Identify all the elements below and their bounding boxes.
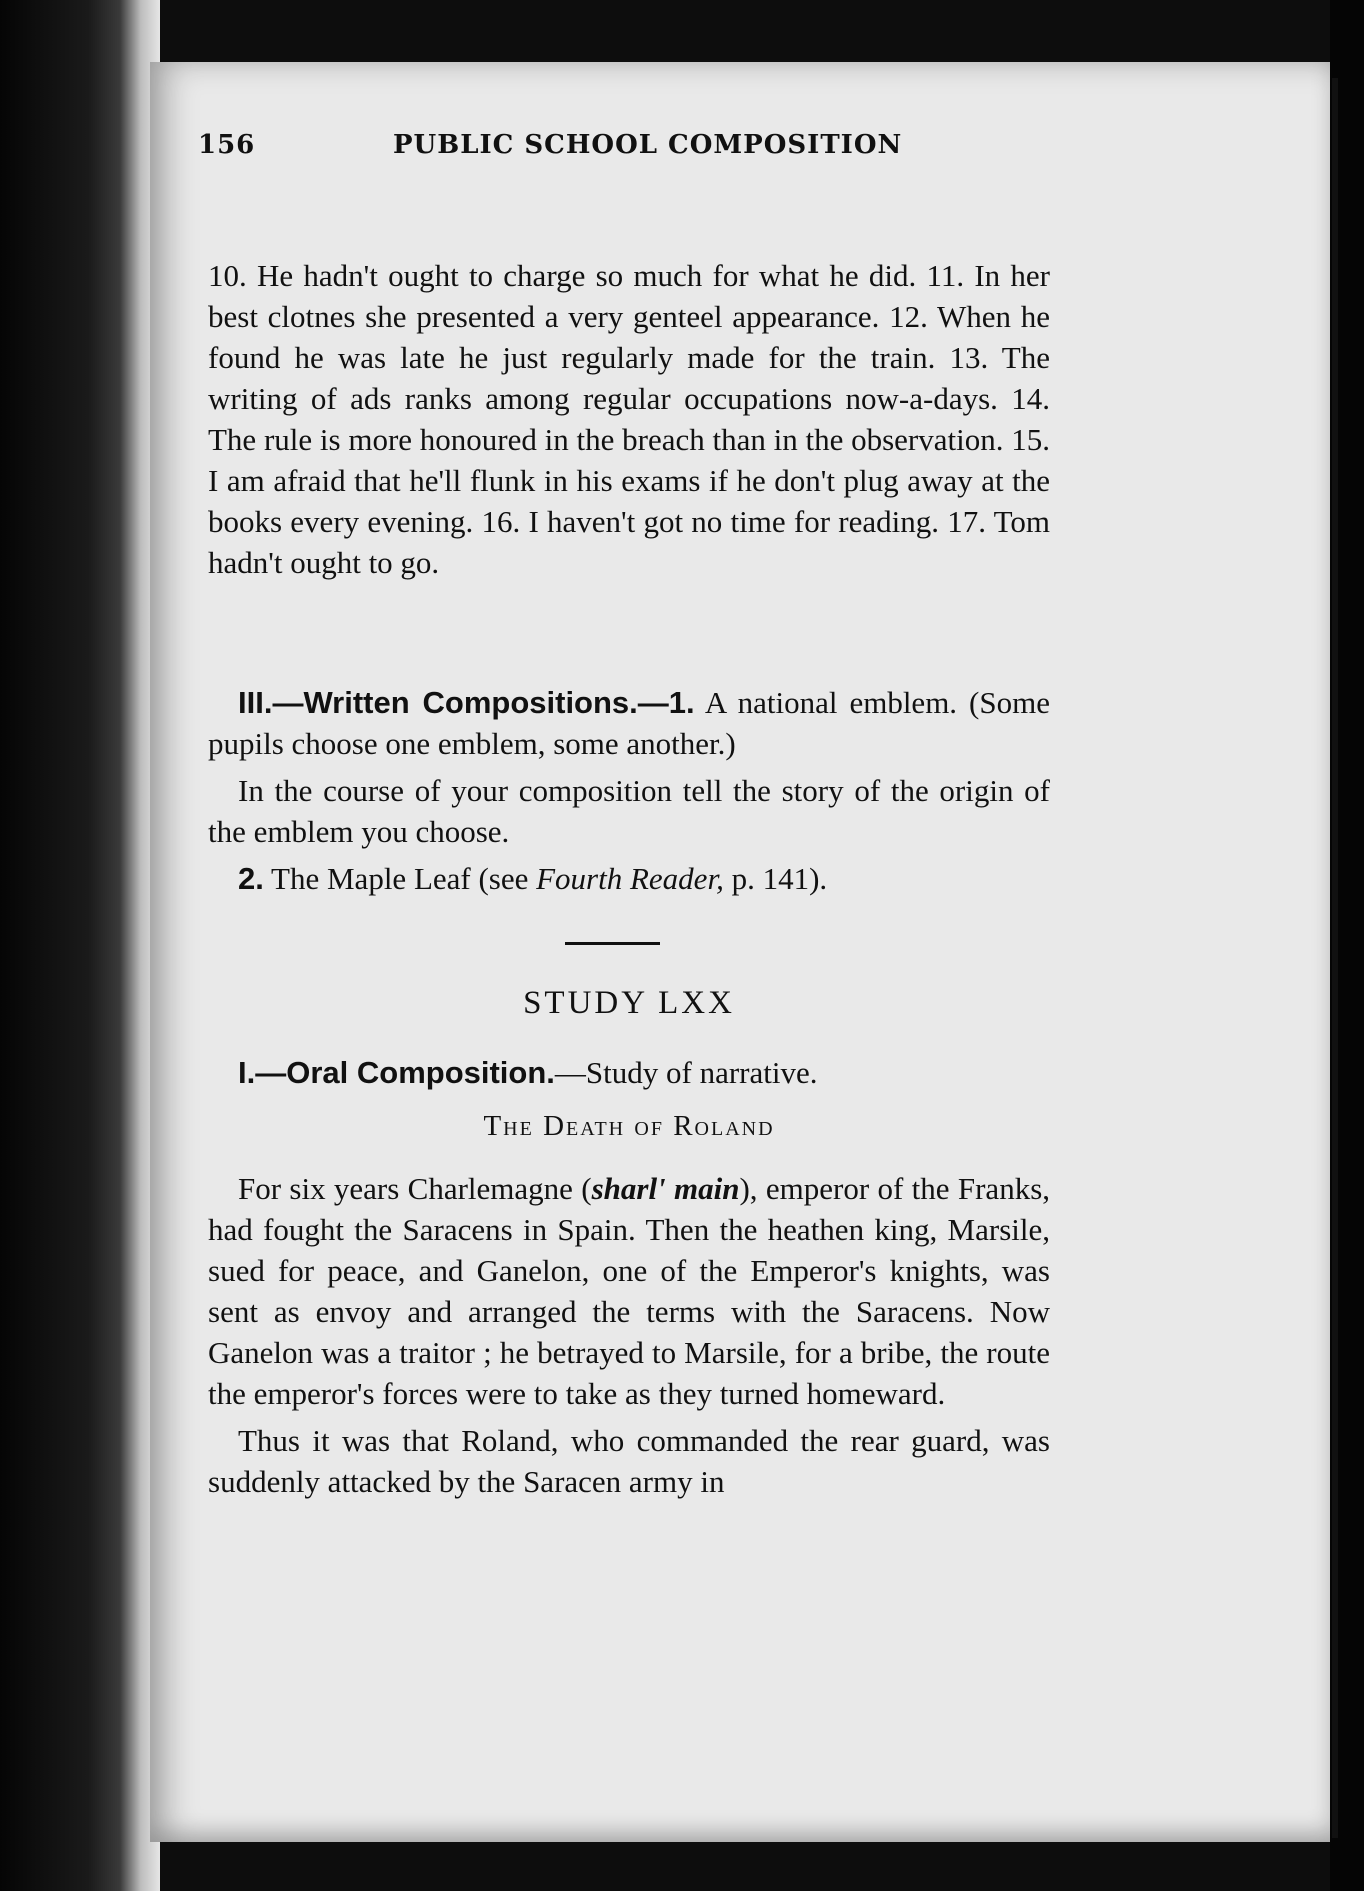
book-spine-shadow (0, 0, 160, 1891)
item-text: The Maple Leaf (see (263, 861, 537, 896)
oral-composition-heading-line (208, 1052, 1050, 1093)
oral-heading: I.—Oral Composition. (238, 1055, 555, 1090)
story-paragraph-1 (208, 1168, 1050, 1414)
book-title: Fourth Reader, (536, 861, 724, 896)
instruction-paragraph: In the course of your composition tell the story of the origin of the emblem you choose. (208, 773, 1050, 849)
paragraph-text: For six years Charlemagne ( (238, 1171, 592, 1206)
written-compositions-item-1 (208, 682, 1050, 764)
written-compositions-item-2 (208, 858, 1050, 899)
exercise-list (208, 255, 1050, 583)
section-heading: III.—Written Compositions.—1. (238, 685, 695, 720)
story-body (208, 1168, 1050, 1502)
section-divider (565, 942, 660, 945)
page-border (1332, 78, 1338, 1838)
oral-text: —Study of narrative. (554, 1055, 818, 1090)
item-text-end: p. 141). (723, 861, 828, 896)
exercise-sentences: 10. He hadn't ought to charge so much for what he did. 11. In her best clotnes she presented a very genteel appearance. 12. When he found he was late he just regularly made for the train. 13. The writing of ads ranks among regular occupations now-a-days. 14. The rule is more honoured in the breach than in the observation. 15. I am afraid that he'll flunk in his exams if he don't plug away at the books every evening. 16. I haven't got no time for reading. 17. Tom hadn't ought to go. (208, 258, 1050, 580)
item-number: 2. (238, 861, 264, 896)
story-title: The Death of Roland (483, 1110, 775, 1142)
oral-composition-line (208, 1052, 1050, 1093)
study-title: STUDY LXX (523, 985, 735, 1021)
story-paragraph-2: Thus it was that Roland, who commanded the rear guard, was suddenly attacked by the Saracen army in (208, 1423, 1050, 1499)
pronunciation: sharl' main (591, 1171, 740, 1206)
running-title: PUBLIC SCHOOL COMPOSITION (393, 130, 903, 160)
section-text: A national emblem. (Some pupils choose one emblem, some another.) (208, 685, 1050, 761)
paragraph-text-cont: ), emperor of the Franks, had fought the Saracens in Spain. Then the heathen king, Marsile, sued for peace, and Ganelon, one of the Emperor's knights, was sent as envoy and arranged the terms with the Saracens. Now Ganelon was a traitor ; he betrayed to Marsile, for a bribe, the route the emperor's forces were to take as they turned homeward. (208, 1171, 1051, 1411)
written-compositions-section (208, 682, 1050, 899)
page-number: 156 (198, 130, 256, 160)
